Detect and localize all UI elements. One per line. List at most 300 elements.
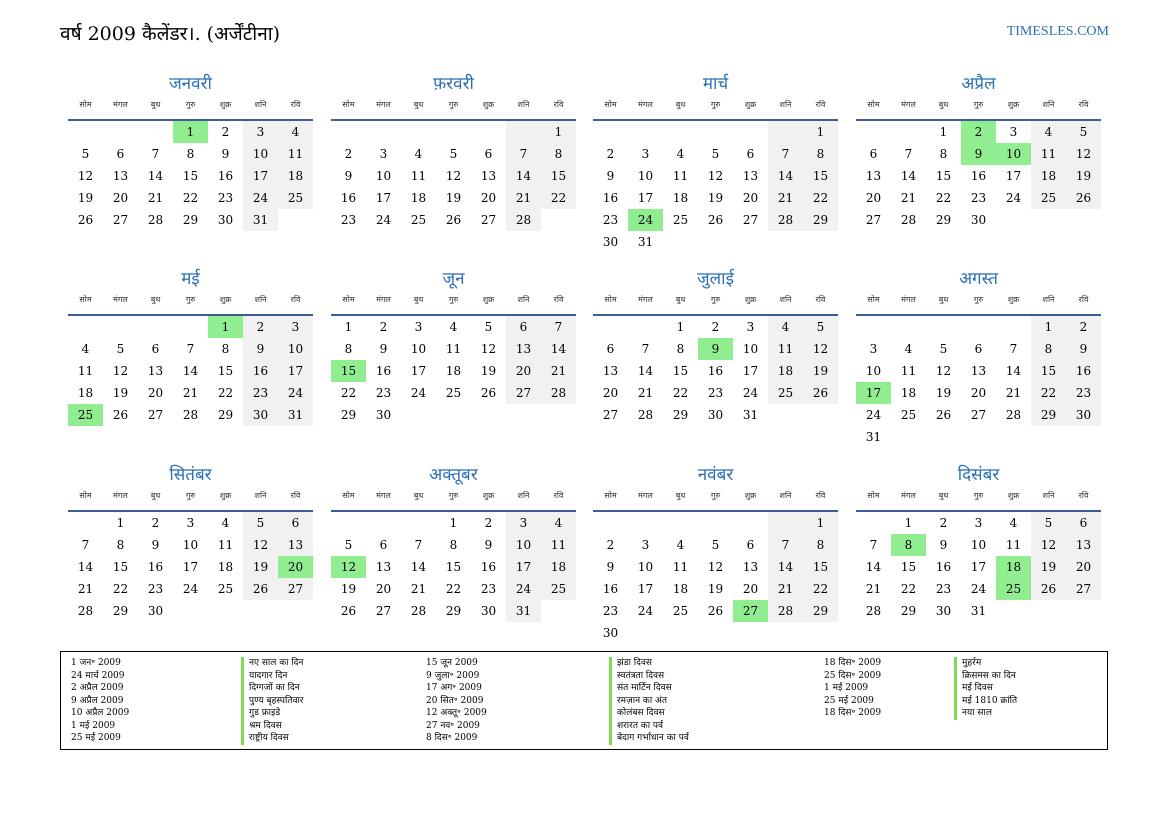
day-cell: 30 [935,604,952,618]
day-cell: 14 [147,169,164,183]
day-cell: 11 [445,342,462,356]
holiday-entry: पुण्य बृहस्पतिवार [241,695,303,708]
day-grid [593,512,838,644]
day-cell: 3 [974,516,983,530]
day-cell: 22 [541,187,576,209]
day-cell: 8 [1031,338,1066,360]
day-cell: 23 [147,582,164,596]
holiday-entry: मुहर्रम [954,657,1017,670]
holiday-entry: नया साल [954,707,1017,720]
weekday-label: सोम [342,295,355,304]
weekday-label: मंगल [638,295,653,304]
month-calendar [856,464,1101,622]
weekday-label: शुक्र [1007,295,1020,304]
day-cell: 18 [410,191,427,205]
day-cell: 26 [707,604,724,618]
day-cell: 12 [1066,143,1101,165]
day-cell: 20 [602,386,619,400]
weekday-label: शुक्र [219,295,232,304]
day-cell: 16 [707,364,724,378]
day-cell: 3 [379,147,388,161]
holiday-entry: मई 1810 क्रांति [954,695,1017,708]
holiday-entry: 1 मई 2009 [824,683,869,693]
day-cell: 23 [1066,382,1101,404]
day-cell: 19 [707,582,724,596]
day-cell: 26 [340,604,357,618]
holiday-names-col-1 [241,657,303,745]
holiday-entry: 1 मई 2009 [71,720,116,731]
day-cell: 14 [768,165,803,187]
day-cell: 25 [410,213,427,227]
day-cell: 4 [81,342,90,356]
month-name: जुलाई [697,269,734,289]
day-cell: 10 [375,169,392,183]
weekday-label: बुध [675,491,686,500]
day-cell: 24 [410,386,427,400]
weekday-label: शुक्र [482,295,495,304]
day-cell: 19 [112,386,129,400]
day-cell: 11 [541,534,576,556]
day-cell: 4 [676,538,685,552]
weekday-label: शुक्र [482,491,495,500]
empty-day-cell [593,316,628,338]
weekday-header [856,294,1101,310]
day-cell: 21 [865,582,882,596]
day-grid [856,316,1101,448]
day-cell: 27 [480,213,497,227]
day-cell: 4 [1009,516,1018,530]
day-cell: 29 [672,408,689,422]
day-cell: 14 [865,560,882,574]
day-cell: 21 [182,386,199,400]
day-grid [68,512,313,622]
day-cell: 30 [147,604,164,618]
weekday-label: शनि [254,100,267,109]
day-cell: 2 [606,147,615,161]
day-cell: 10 [742,342,759,356]
day-cell: 12 [480,342,497,356]
day-cell: 3 [186,516,195,530]
holiday-names-col-2 [609,657,689,745]
day-cell: 24 [742,386,759,400]
day-cell: 23 [602,604,619,618]
weekday-label: शनि [779,491,792,500]
day-cell: 1 [803,512,838,534]
weekday-label: मंगल [376,100,391,109]
empty-day-cell [331,121,366,143]
weekday-label: शुक्र [219,100,232,109]
day-cell: 14 [768,556,803,578]
holiday-entry: बेदाग गर्भाधान का पर्व [609,732,689,745]
day-cell: 16 [480,560,497,574]
weekday-label: गुरु [448,491,459,500]
day-cell: 7 [1009,342,1018,356]
day-cell: 26 [803,382,838,404]
day-cell: 3 [1009,125,1018,139]
day-cell: 2 [379,320,388,334]
empty-day-cell [768,512,803,534]
empty-day-cell [366,512,401,534]
day-cell: 28 [900,213,917,227]
day-cell: 6 [869,147,878,161]
holiday-entry: 9 अप्रैल 2009 [71,695,124,706]
day-cell: 10 [637,560,654,574]
day-cell: 18 [445,364,462,378]
day-cell: 1 [676,320,685,334]
day-cell: 28 [77,604,94,618]
day-cell: 9 [151,538,160,552]
month-name: सितंबर [169,465,212,485]
weekday-label: सोम [867,491,880,500]
day-cell: 9 [939,538,948,552]
day-cell: 13 [147,364,164,378]
day-cell: 23 [707,386,724,400]
holiday-entry: स्वतंत्रता दिवस [609,670,689,683]
month-calendar [68,268,313,426]
weekday-label: मंगल [901,295,916,304]
day-cell: 6 [151,342,160,356]
day-cell: 27 [865,213,882,227]
day-cell: 10 [278,338,313,360]
holiday-entry: 24 मार्च 2009 [71,670,125,681]
day-cell: 22 [112,582,129,596]
empty-day-cell [663,512,698,534]
empty-day-cell [68,512,103,534]
day-cell: 6 [1066,512,1101,534]
site-link[interactable]: TIMESLES.COM [1006,24,1109,39]
weekday-label: शनि [779,295,792,304]
empty-day-cell [401,121,436,143]
day-cell: 23 [340,213,357,227]
day-cell: 16 [970,169,987,183]
day-cell: 11 [1031,143,1066,165]
day-cell: 13 [112,169,129,183]
day-cell: 24 [375,213,392,227]
day-grid [331,121,576,231]
day-cell: 29 [112,604,129,618]
day-cell: 4 [1031,121,1066,143]
weekday-label: सोम [604,491,617,500]
day-cell: 18 [672,191,689,205]
day-cell: 8 [891,534,926,556]
day-cell: 16 [935,560,952,574]
empty-day-cell [366,121,401,143]
empty-day-cell [926,316,961,338]
day-cell: 2 [484,516,493,530]
day-cell: 19 [803,360,838,382]
day-cell: 22 [445,582,462,596]
empty-day-cell [996,316,1031,338]
day-cell: 7 [186,342,195,356]
day-cell: 15 [900,560,917,574]
weekday-label: सोम [79,100,92,109]
holiday-entry: 8 दिस॰ 2009 [426,733,478,743]
holiday-entry: 9 जुला॰ 2009 [426,670,480,681]
day-cell: 8 [939,147,948,161]
weekday-label: गुरु [973,100,984,109]
weekday-label: मंगल [638,100,653,109]
weekday-label: रवि [290,491,301,500]
day-cell: 24 [1005,191,1022,205]
empty-day-cell [891,121,926,143]
day-grid [856,121,1101,231]
weekday-label: मंगल [376,295,391,304]
day-cell: 21 [1005,386,1022,400]
day-cell: 20 [742,191,759,205]
day-cell: 30 [217,213,234,227]
day-cell: 28 [865,604,882,618]
day-cell: 31 [970,604,987,618]
day-cell: 25 [768,382,803,404]
day-cell: 28 [410,604,427,618]
day-cell: 28 [182,408,199,422]
empty-day-cell [961,316,996,338]
day-grid [593,121,838,253]
day-cell: 6 [974,342,983,356]
month-calendar [68,464,313,622]
empty-day-cell [401,512,436,534]
day-cell: 23 [217,191,234,205]
day-cell: 5 [344,538,353,552]
weekday-label: रवि [815,295,826,304]
day-cell: 14 [900,169,917,183]
empty-day-cell [856,121,891,143]
day-cell: 29 [1031,404,1066,426]
weekday-label: गुरु [710,295,721,304]
day-cell: 29 [340,408,357,422]
day-cell: 12 [707,560,724,574]
day-cell: 27 [1066,578,1101,600]
holiday-entry: 25 मई 2009 [71,733,121,743]
empty-day-cell [331,512,366,534]
empty-day-cell [593,512,628,534]
day-cell: 23 [243,382,278,404]
day-cell: 27 [375,604,392,618]
day-cell: 5 [449,147,458,161]
day-cell: 1 [803,121,838,143]
holiday-entry: 1 जन॰ 2009 [71,658,121,668]
day-cell: 6 [379,538,388,552]
day-cell: 21 [900,191,917,205]
day-cell: 16 [1066,360,1101,382]
day-cell: 8 [449,538,458,552]
day-cell: 29 [935,213,952,227]
page-title: वर्ष 2009 कैलेंडर।. (अर्जेंटीना) [60,23,281,45]
weekday-label: सोम [79,295,92,304]
weekday-label: रवि [290,100,301,109]
day-cell: 18 [768,360,803,382]
month-calendar [331,464,576,622]
day-cell: 3 [243,121,278,143]
empty-day-cell [471,121,506,143]
day-cell: 30 [602,626,619,640]
day-cell: 20 [278,556,313,578]
day-cell: 19 [1066,165,1101,187]
day-cell: 13 [506,338,541,360]
day-cell: 5 [711,538,720,552]
day-cell: 11 [278,143,313,165]
empty-day-cell [698,121,733,143]
day-cell: 9 [606,169,615,183]
day-cell: 13 [602,364,619,378]
month-name: जून [442,269,465,289]
weekday-label: शनि [1042,295,1055,304]
day-cell: 4 [414,147,423,161]
day-cell: 22 [217,386,234,400]
day-cell: 23 [602,213,619,227]
day-cell: 15 [445,560,462,574]
day-cell: 5 [711,147,720,161]
holiday-entry: 18 दिस॰ 2009 [824,658,882,668]
day-cell: 27 [970,408,987,422]
weekday-label: शनि [517,295,530,304]
day-cell: 19 [707,191,724,205]
day-cell: 19 [935,386,952,400]
day-cell: 6 [116,147,125,161]
weekday-header [593,294,838,310]
holiday-entry: यादगार दिन [241,670,303,683]
holiday-entry: मई दिवस [954,682,1017,695]
day-cell: 31 [742,408,759,422]
day-cell: 17 [970,560,987,574]
weekday-label: शनि [1042,100,1055,109]
day-cell: 22 [935,191,952,205]
day-cell: 12 [331,556,366,578]
empty-day-cell [891,316,926,338]
day-cell: 14 [182,364,199,378]
weekday-label: शनि [254,295,267,304]
weekday-header [593,99,838,115]
weekday-label: मंगल [113,295,128,304]
empty-day-cell [856,512,891,534]
day-cell: 23 [970,191,987,205]
weekday-label: शुक्र [219,491,232,500]
day-cell: 16 [602,191,619,205]
day-cell: 27 [742,213,759,227]
day-cell: 30 [707,408,724,422]
weekday-label: सोम [79,491,92,500]
day-cell: 16 [375,364,392,378]
holiday-entry: रमज़ान का अंत [609,695,689,708]
day-cell: 21 [768,578,803,600]
weekday-label: गुरु [448,295,459,304]
day-cell: 13 [480,169,497,183]
day-cell: 6 [746,147,755,161]
day-cell: 14 [506,165,541,187]
day-cell: 25 [672,213,689,227]
day-cell: 4 [278,121,313,143]
month-calendar [331,268,576,426]
day-cell: 3 [641,538,650,552]
day-cell: 9 [243,338,278,360]
weekday-label: मंगल [376,491,391,500]
weekday-header [593,490,838,506]
day-grid [68,316,313,426]
day-cell: 7 [81,538,90,552]
holiday-entry: गुड फ्राइडे [241,707,303,720]
day-cell: 27 [733,600,768,622]
weekday-label: बुध [938,100,949,109]
day-cell: 21 [506,187,541,209]
day-cell: 22 [803,187,838,209]
day-grid [593,316,838,426]
day-cell: 25 [541,578,576,600]
month-calendar [593,73,838,253]
empty-day-cell [173,316,208,338]
holiday-entry: 25 दिस॰ 2009 [824,670,882,681]
month-name: अक्तूबर [429,465,478,485]
day-cell: 14 [637,364,654,378]
day-cell: 17 [375,191,392,205]
day-cell: 25 [217,582,234,596]
day-cell: 13 [865,169,882,183]
day-cell: 17 [410,364,427,378]
day-cell: 6 [746,538,755,552]
holiday-entry: क्रिसमस का दिन [954,670,1017,683]
month-name: नवंबर [697,465,734,485]
day-cell: 15 [112,560,129,574]
day-cell: 10 [970,538,987,552]
weekday-header [331,490,576,506]
day-cell: 11 [77,364,94,378]
day-cell: 5 [1031,512,1066,534]
day-cell: 1 [116,516,125,530]
holiday-entry: 10 अप्रैल 2009 [71,708,130,718]
day-cell: 9 [698,338,733,360]
day-cell: 25 [996,578,1031,600]
day-cell: 14 [410,560,427,574]
day-cell: 19 [445,191,462,205]
day-cell: 17 [637,191,654,205]
day-cell: 18 [77,386,94,400]
day-cell: 21 [77,582,94,596]
day-cell: 17 [1005,169,1022,183]
day-cell: 30 [602,235,619,249]
weekday-label: सोम [342,491,355,500]
day-cell: 7 [151,147,160,161]
weekday-label: सोम [604,100,617,109]
month-name: दिसंबर [957,465,1000,485]
day-cell: 2 [961,121,996,143]
day-cell: 18 [217,560,234,574]
weekday-header [68,294,313,310]
day-cell: 8 [803,143,838,165]
day-cell: 3 [641,147,650,161]
day-cell: 20 [1066,556,1101,578]
day-cell: 1 [173,121,208,143]
day-cell: 7 [414,538,423,552]
day-cell: 28 [768,600,803,622]
day-cell: 24 [637,604,654,618]
day-cell: 18 [672,582,689,596]
day-cell: 4 [449,320,458,334]
day-cell: 1 [541,121,576,143]
day-cell: 1 [904,516,913,530]
day-cell: 9 [961,143,996,165]
day-cell: 27 [602,408,619,422]
day-cell: 6 [484,147,493,161]
day-cell: 10 [243,143,278,165]
day-cell: 22 [803,578,838,600]
day-cell: 12 [445,169,462,183]
day-cell: 22 [672,386,689,400]
weekday-label: गुरु [710,100,721,109]
day-cell: 2 [344,147,353,161]
empty-day-cell [68,121,103,143]
month-calendar [856,268,1101,448]
month-calendar [593,464,838,644]
holiday-dates-col-1 [71,657,129,745]
